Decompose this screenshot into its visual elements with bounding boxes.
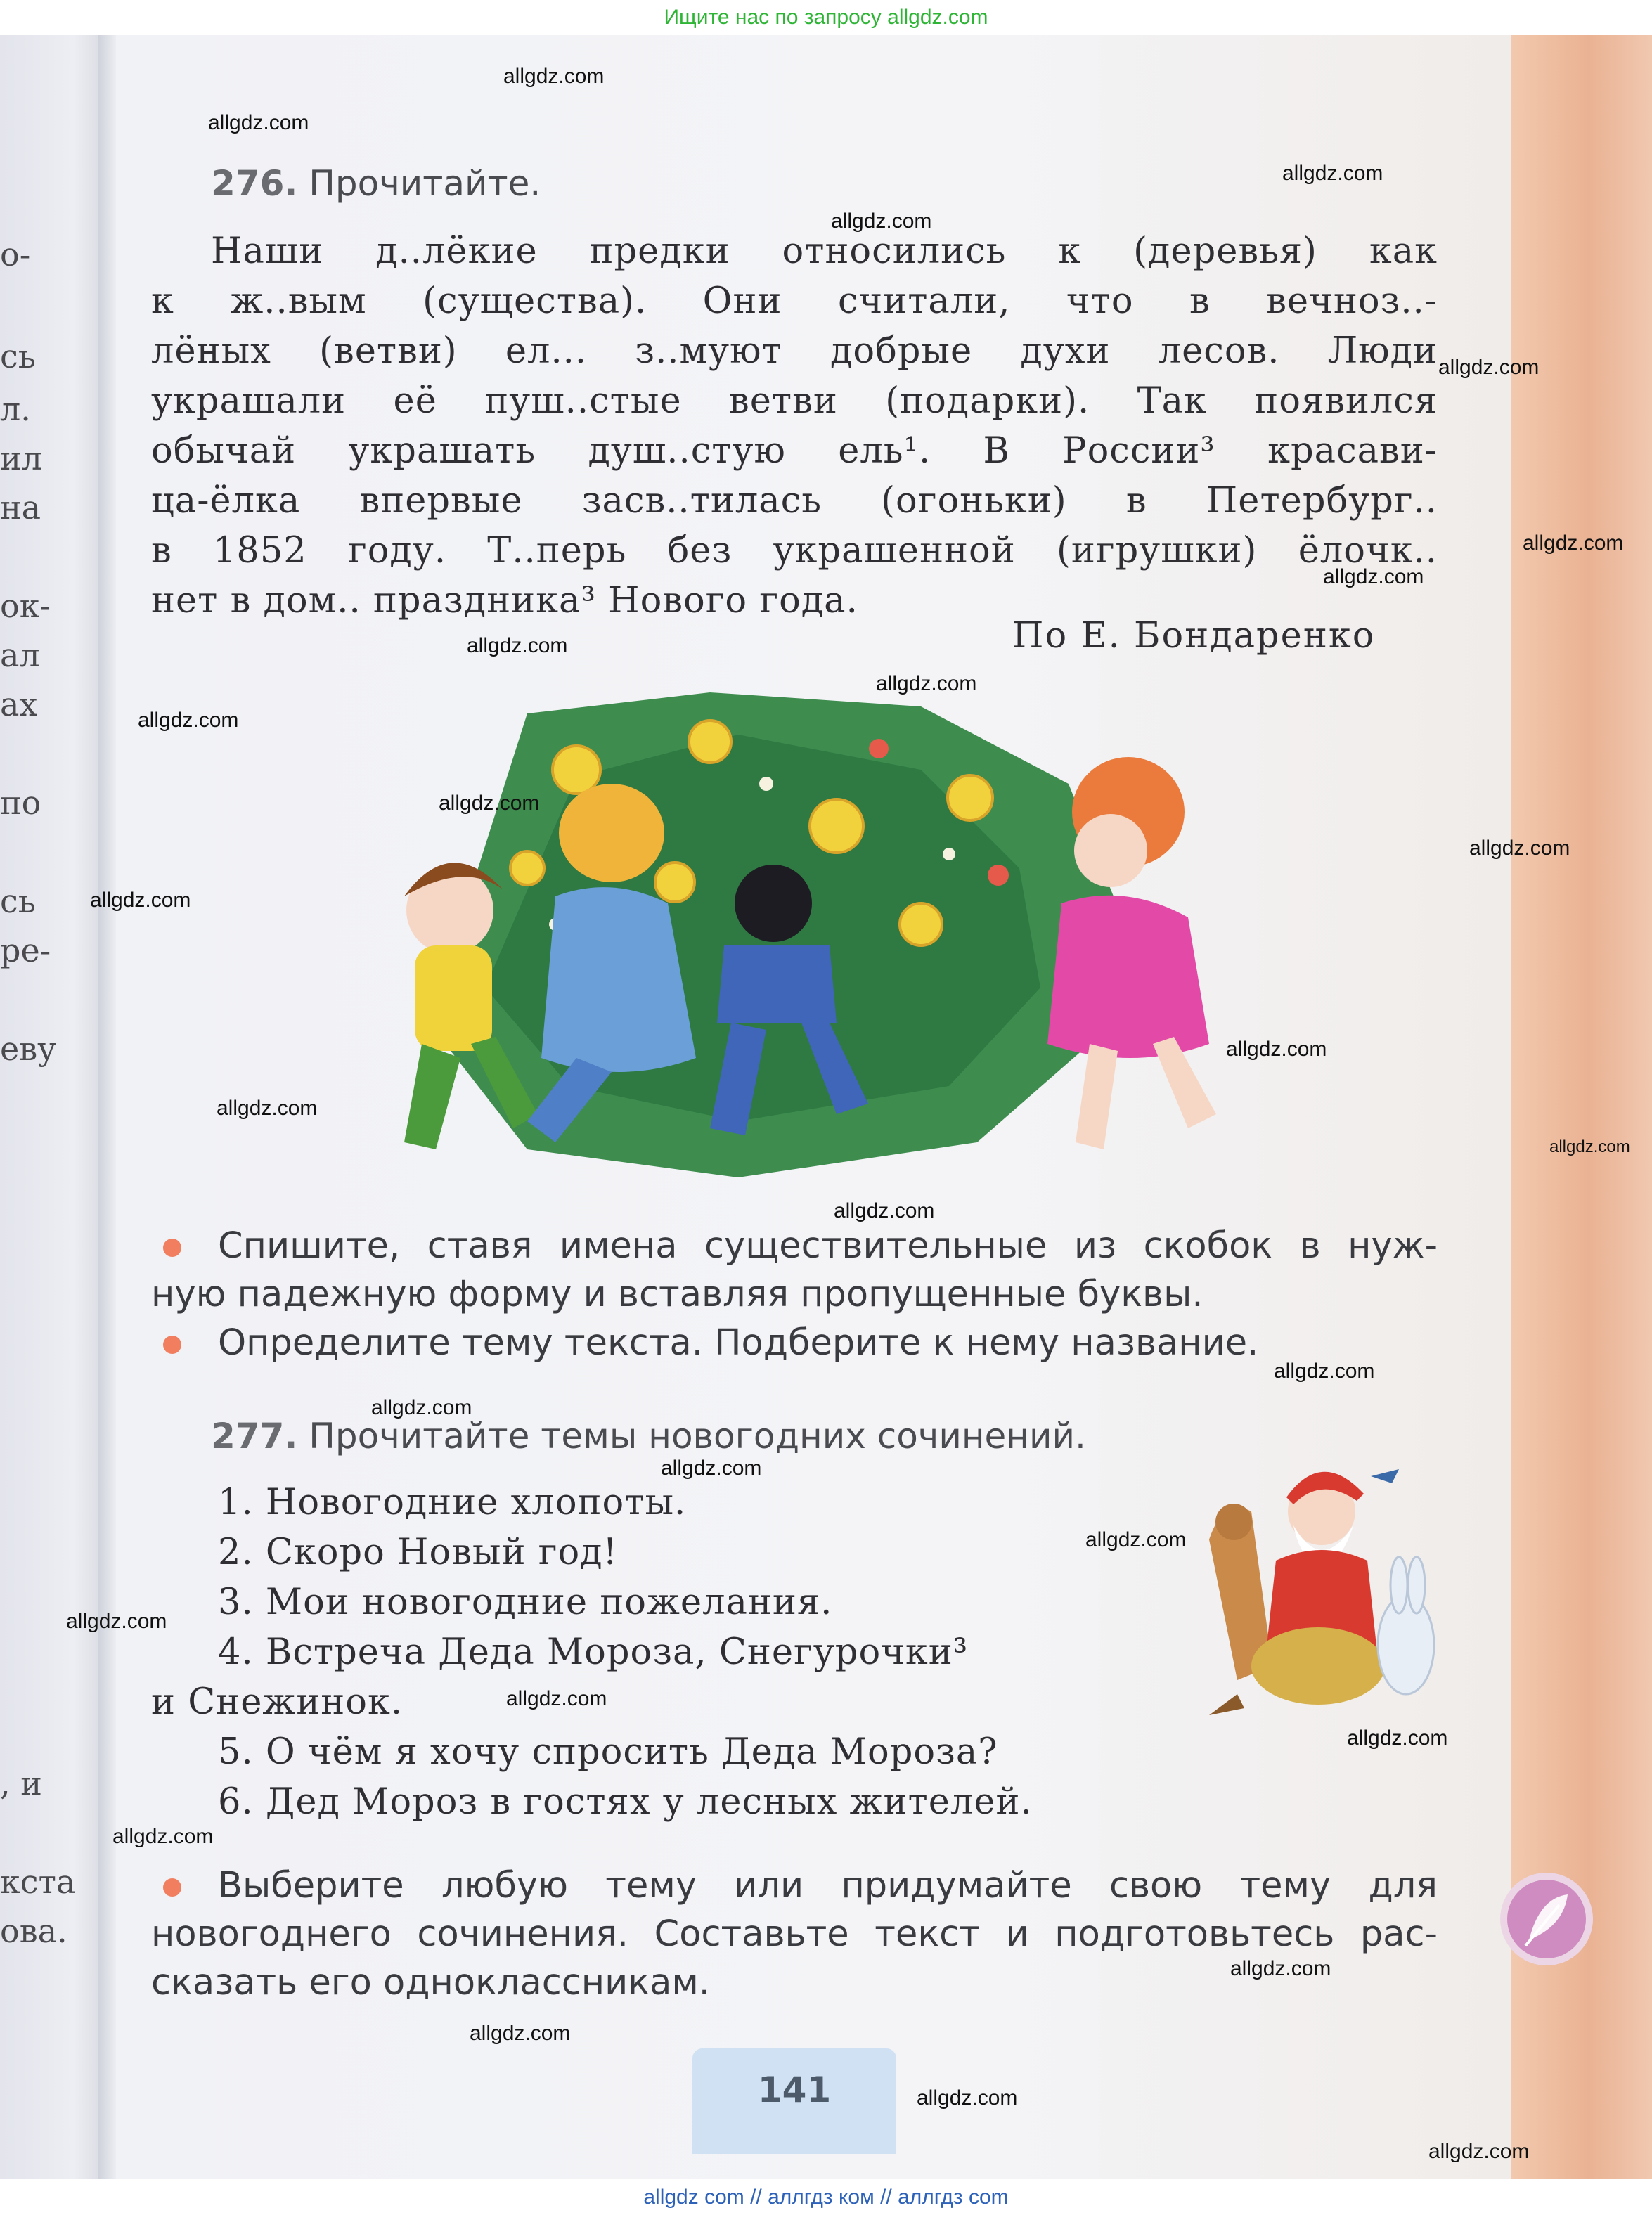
task-line: новогоднего сочинения. Составьте текст и подготовьтесь рас- xyxy=(151,1913,1438,1955)
passage-line: нет в дом.. праздника³ Нового года. xyxy=(151,580,858,621)
topic-item: 4. Встреча Деда Мороза, Снегурочки³ xyxy=(218,1632,969,1673)
passage-line: в 1852 году. Т..перь без украшенной (игрушки) ёлочк.. xyxy=(151,530,1438,571)
left-fragment: о- xyxy=(0,235,31,273)
watermark: allgdz.com xyxy=(112,1825,214,1848)
christmas-tree-illustration xyxy=(344,692,1237,1184)
passage-line: обычай украшать душ..стую ель¹. В России³ красави- xyxy=(151,430,1438,472)
santa-illustration xyxy=(1195,1455,1448,1722)
passage-line: ца-ёлка впервые засв..тилась (огоньки) в Петербург.. xyxy=(151,480,1438,522)
exercise-title: Прочитайте. xyxy=(309,163,541,204)
exercise-title: Прочитайте темы новогодних сочинений. xyxy=(309,1416,1086,1457)
left-fragment: ова. xyxy=(0,1912,67,1950)
watermark: allgdz.com xyxy=(1323,565,1424,588)
left-fragment: еву xyxy=(0,1030,57,1068)
left-fragment: на xyxy=(0,489,41,527)
watermark: allgdz.com xyxy=(917,2086,1018,2110)
watermark: allgdz.com xyxy=(503,65,605,88)
passage-line: лёных (ветви) ел... з..муют добрые духи лесов. Люди xyxy=(151,330,1438,372)
left-fragment: ал xyxy=(0,636,40,674)
left-fragment: л. xyxy=(0,390,31,428)
left-fragment: ил xyxy=(0,439,42,477)
page-number: 141 xyxy=(757,2069,832,2110)
watermark: allgdz.com xyxy=(1469,837,1570,860)
topic-item: 6. Дед Мороз в гостях у лесных жителей. xyxy=(218,1781,1033,1823)
left-fragment: по xyxy=(0,784,41,822)
watermark: allgdz.com xyxy=(371,1396,472,1419)
passage-line: украшали её пуш..стые ветви (подарки). Так появился xyxy=(151,380,1438,422)
passage-author: По Е. Бондаренко xyxy=(1012,615,1376,657)
exercise-276-heading xyxy=(211,163,541,204)
topic-item: 1. Новогодние хлопоты. xyxy=(218,1482,687,1523)
left-fragment: сь xyxy=(0,882,36,920)
exercise-276-task-1 xyxy=(151,1222,1438,1319)
exercise-number: 276. xyxy=(211,163,298,204)
left-fragment: ок- xyxy=(0,587,51,625)
left-fragment: кста xyxy=(0,1863,76,1901)
watermark: allgdz.com xyxy=(1523,531,1624,555)
left-fragment: , и xyxy=(0,1764,42,1802)
watermark: allgdz.com xyxy=(1438,356,1540,379)
watermark: allgdz.com xyxy=(1226,1038,1327,1061)
watermark: allgdz.com xyxy=(138,709,239,732)
task-line: Определите тему текста. Подберите к нему название. xyxy=(218,1322,1259,1364)
task-line: Спишите, ставя имена существительные из скобок в нуж- xyxy=(218,1225,1438,1267)
watermark: allgdz.com xyxy=(834,1199,935,1222)
watermark: allgdz.com xyxy=(439,792,540,815)
left-fragment: ре- xyxy=(0,931,51,969)
watermark: allgdz.com xyxy=(506,1687,607,1710)
watermark: allgdz.com xyxy=(876,672,977,695)
bottom-banner[interactable]: allgdz com // аллгдз ком // аллгдз com xyxy=(0,2179,1652,2215)
exercise-277-heading xyxy=(211,1416,1086,1457)
watermark: allgdz.com xyxy=(467,634,568,657)
watermark: allgdz.com xyxy=(1230,1957,1331,1980)
exercise-number: 277. xyxy=(211,1416,298,1457)
watermark: allgdz.com xyxy=(90,889,191,912)
exercise-276-task-2 xyxy=(151,1319,1438,1367)
passage-line: к ж..вым (существа). Они считали, что в вечноз..- xyxy=(151,280,1438,322)
watermark: allgdz.com xyxy=(1085,1528,1187,1551)
topic-item: и Снежинок. xyxy=(151,1681,404,1723)
watermark: allgdz.com xyxy=(1347,1726,1448,1750)
watermark: allgdz.com xyxy=(661,1457,762,1480)
watermark: allgdz.com xyxy=(1282,162,1383,185)
watermark: allgdz.com xyxy=(831,209,932,233)
task-line: ную падежную форму и вставляя пропущенные буквы. xyxy=(151,1274,1203,1315)
watermark: allgdz.com xyxy=(1549,1137,1630,1156)
watermark: allgdz.com xyxy=(470,2022,571,2045)
watermark: allgdz.com xyxy=(1428,2140,1530,2163)
topic-item: 3. Мои новогодние пожелания. xyxy=(218,1582,833,1623)
top-banner[interactable]: Ищите нас по запросу allgdz.com xyxy=(0,0,1652,35)
passage-line: Наши д..лёкие предки относились к (деревья) как xyxy=(211,231,1438,272)
watermark: allgdz.com xyxy=(1274,1360,1375,1383)
task-line: сказать его одноклассникам. xyxy=(151,1962,711,2003)
watermark: allgdz.com xyxy=(217,1097,318,1120)
watermark: allgdz.com xyxy=(208,111,309,134)
watermark: allgdz.com xyxy=(66,1610,167,1633)
exercise-277-task xyxy=(151,1861,1438,2007)
topic-item: 5. О чём я хочу спросить Деда Мороза? xyxy=(218,1731,998,1773)
topic-item: 2. Скоро Новый год! xyxy=(218,1532,619,1573)
task-line: Выберите любую тему или придумайте свою тему для xyxy=(218,1865,1438,1906)
left-fragment: сь xyxy=(0,337,36,375)
exercise-276-passage xyxy=(151,226,1438,626)
feather-icon xyxy=(1497,1870,1596,1968)
left-fragment: ах xyxy=(0,685,38,723)
